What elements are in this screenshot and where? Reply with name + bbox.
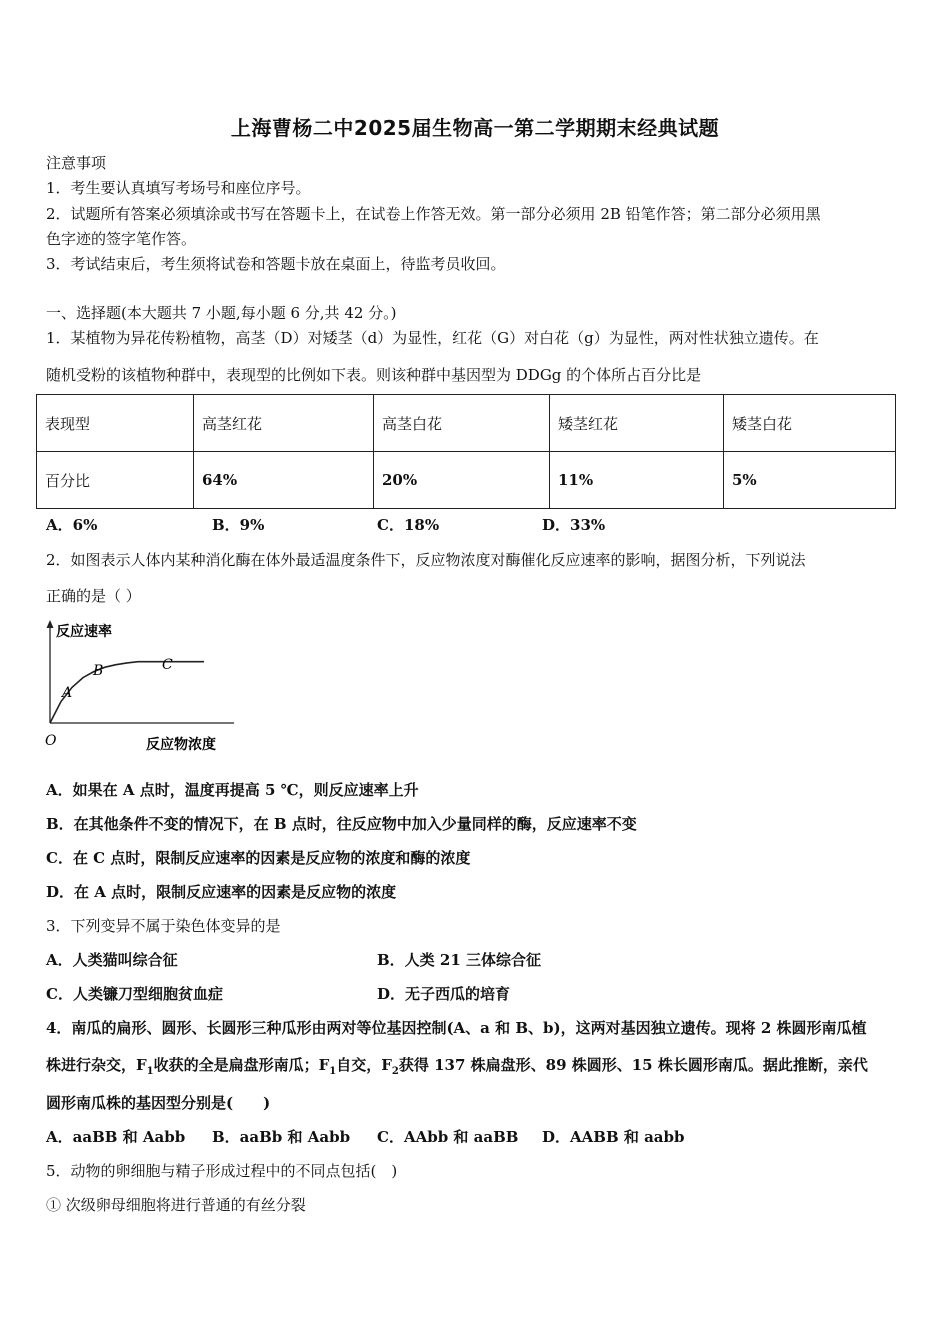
subscript: 1 [146, 1066, 154, 1077]
table-cell: 矮茎红花 [550, 395, 724, 452]
table-cell: 64% [194, 452, 374, 509]
notice-item: 1．考生要认真填写考场号和座位序号。 [46, 179, 311, 197]
table-cell: 11% [550, 452, 724, 509]
q1-stem-line2: 随机受粉的该植物种群中，表现型的比例如下表。则该种群中基因型为 DDGg 的个体所占百分比是 [46, 366, 702, 384]
q4-option-a: A．aaBB 和 Aabb [46, 1128, 186, 1146]
q3-stem: 3．下列变异不属于染色体变异的是 [46, 917, 281, 935]
q1-option-c: C．18% [377, 516, 440, 534]
q4-option-b: B．aaBb 和 Aabb [212, 1128, 351, 1146]
q1-option-a: A．6% [46, 516, 98, 534]
table-cell: 20% [374, 452, 550, 509]
section-heading: 一、选择题(本大题共 7 小题,每小题 6 分,共 42 分。) [46, 304, 397, 322]
table-row [37, 452, 896, 509]
origin-label: O [45, 733, 57, 749]
q3-option-a: A．人类猫叫综合征 [46, 951, 178, 969]
q4-text: 株进行杂交，F [46, 1056, 147, 1074]
table-cell: 矮茎白花 [724, 395, 896, 452]
point-c-label: C [162, 657, 173, 673]
point-b-label: B [93, 663, 104, 679]
table-cell: 百分比 [37, 452, 194, 509]
notice-item: 色字迹的签字笔作答。 [46, 230, 197, 248]
q4-option-d: D．AABB 和 aabb [542, 1128, 685, 1146]
table-cell: 高茎红花 [194, 395, 374, 452]
x-axis-label: 反应物浓度 [146, 737, 216, 753]
q4-stem-line3: 圆形南瓜株的基因型分别是( ) [46, 1094, 271, 1112]
q4-stem-line1: 4．南瓜的扁形、圆形、长圆形三种瓜形由两对等位基因控制(A、a 和 B、b)，这两对基因独立遗传。现将 2 株圆形南瓜植 [46, 1019, 867, 1037]
q1-option-b: B．9% [212, 516, 265, 534]
q4-stem-line2 [46, 1054, 868, 1077]
q1-stem-line1: 1．某植物为异花传粉植物，高茎（D）对矮茎（d）为显性，红花（G）对白花（g）为显性，两对性状独立遗传。在 [46, 329, 819, 347]
notice-item: 3．考试结束后，考生须将试卷和答题卡放在桌面上，待监考员收回。 [46, 255, 506, 273]
table-cell: 高茎白花 [374, 395, 550, 452]
page-title: 上海曹杨二中2025届生物高一第二学期期末经典试题 [230, 116, 720, 140]
q2-stem-line2: 正确的是（ ） [46, 587, 141, 605]
y-axis-arrow [47, 620, 54, 628]
notice-heading: 注意事项 [46, 154, 107, 172]
q2-option-b: B．在其他条件不变的情况下，在 B 点时，往反应物中加入少量同样的酶，反应速率不变 [46, 815, 637, 833]
q3-option-b: B．人类 21 三体综合征 [377, 951, 541, 969]
q3-option-d: D．无子西瓜的培育 [377, 985, 511, 1003]
y-axis-label: 反应速率 [56, 624, 112, 640]
q2-option-c: C．在 C 点时，限制反应速率的因素是反应物的浓度和酶的浓度 [46, 849, 471, 867]
table-cell: 5% [724, 452, 896, 509]
q2-stem-line1: 2．如图表示人体内某种消化酶在体外最适温度条件下，反应物浓度对酶催化反应速率的影响，据图分析，下列说法 [46, 551, 806, 569]
reaction-rate-chart [36, 615, 246, 755]
q5-stem: 5．动物的卵细胞与精子形成过程中的不同点包括( ) [46, 1162, 398, 1180]
q3-option-c: C．人类镰刀型细胞贫血症 [46, 985, 223, 1003]
subscript: 2 [391, 1066, 399, 1077]
notice-item: 2．试题所有答案必须填涂或书写在答题卡上，在试卷上作答无效。第一部分必须用 2B 铅笔作答；第二部分必须用黑 [46, 205, 821, 223]
q2-option-d: D．在 A 点时，限制反应速率的因素是反应物的浓度 [46, 883, 397, 901]
table-header-row [37, 395, 896, 452]
table-cell: 表现型 [37, 395, 194, 452]
q2-option-a: A．如果在 A 点时，温度再提高 5 ℃，则反应速率上升 [46, 781, 419, 799]
q4-option-c: C．AAbb 和 aaBB [377, 1128, 519, 1146]
point-a-label: A [62, 685, 73, 701]
q1-option-d: D．33% [542, 516, 606, 534]
q4-text: 自交，F [336, 1056, 392, 1074]
q4-text: 收获的全是扁盘形南瓜；F [153, 1056, 330, 1074]
q4-text: 获得 137 株扁盘形、89 株圆形、15 株长圆形南瓜。据此推断，亲代 [398, 1056, 868, 1074]
q5-item-1: ① 次级卵母细胞将进行普通的有丝分裂 [46, 1196, 306, 1214]
rate-curve-line [50, 662, 204, 723]
subscript: 1 [329, 1066, 337, 1077]
phenotype-table [36, 394, 896, 509]
